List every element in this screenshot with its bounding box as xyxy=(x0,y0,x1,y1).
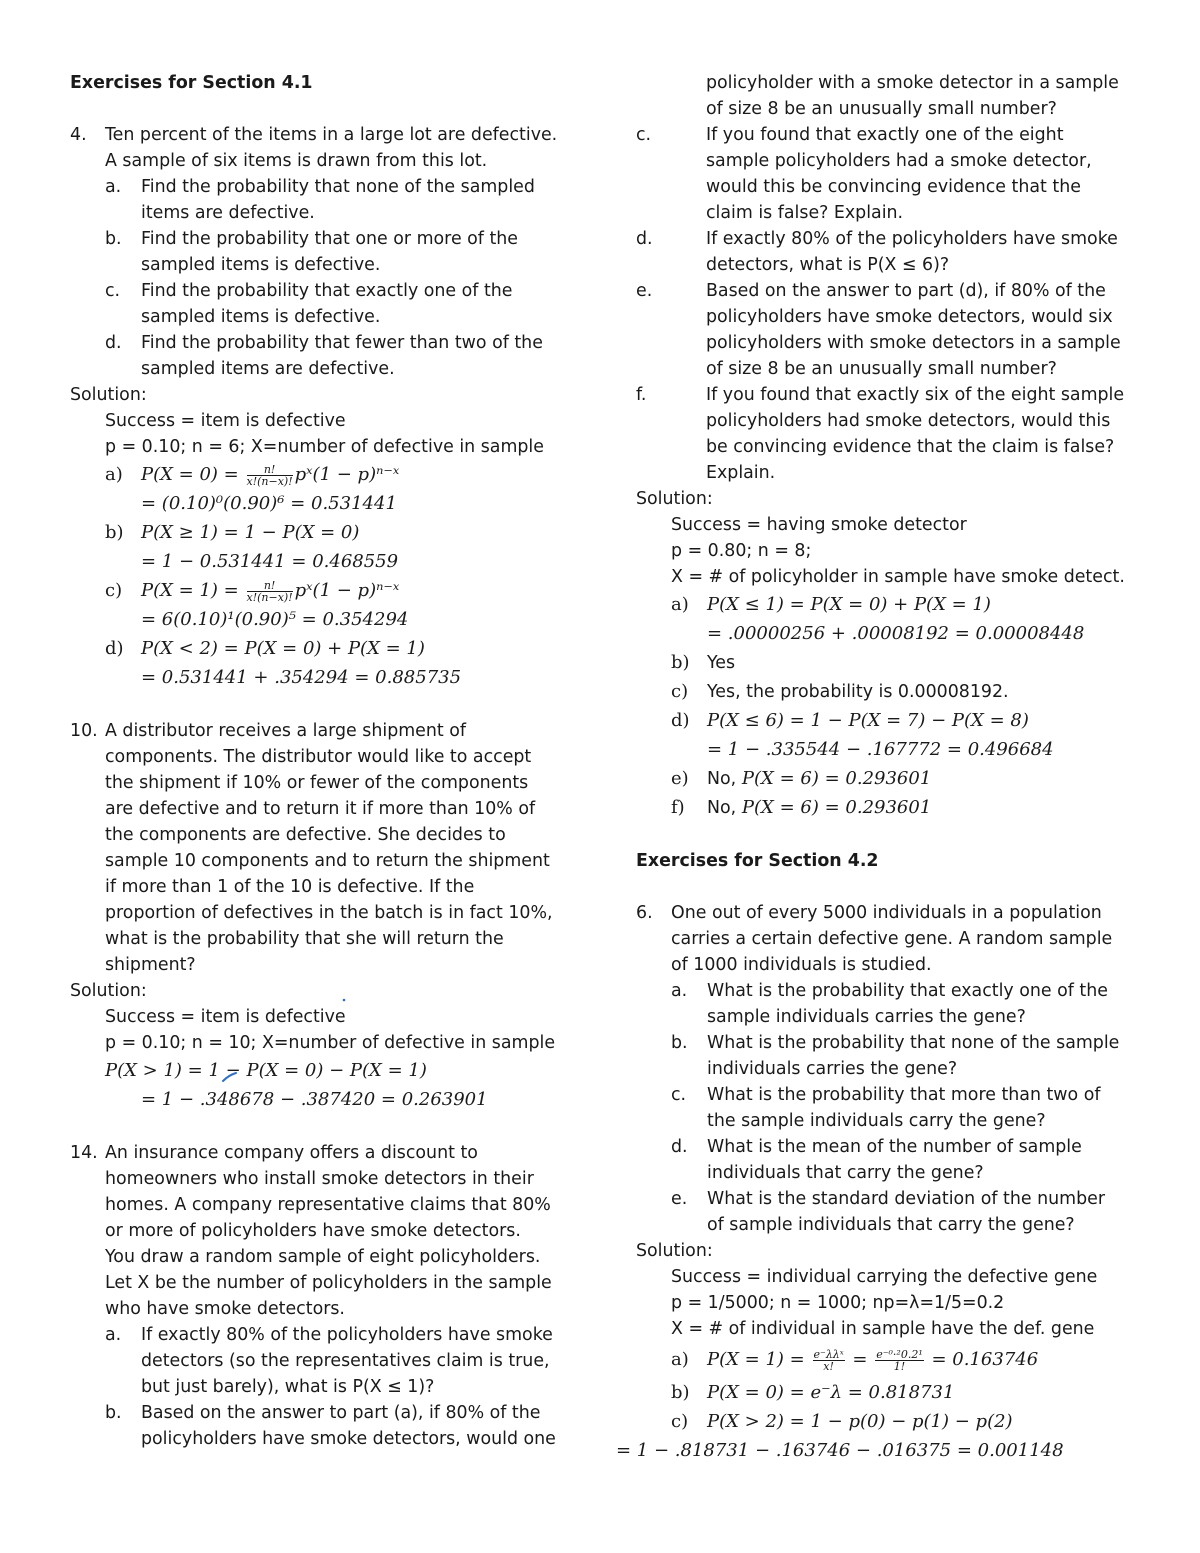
exercise-4 xyxy=(70,122,570,692)
equation: P(X = 1) = xyxy=(707,1349,805,1370)
part-label: a. xyxy=(105,177,122,197)
solution-text: Yes, the probability is 0.00008192. xyxy=(707,682,1009,702)
pen-dot xyxy=(340,996,348,1004)
part-text: Find the probability that none of the sampled xyxy=(141,177,535,197)
solution-label: c) xyxy=(671,681,689,702)
fraction-numerator: e⁻λλˣ xyxy=(813,1347,844,1361)
part-text: Based on the answer to part (a), if 80% of the xyxy=(141,1403,541,1423)
solution-label: Solution: xyxy=(70,385,147,405)
solution-label: b) xyxy=(671,1382,690,1403)
solution-text: p = 0.80; n = 8; xyxy=(671,541,812,561)
part-text: What is the standard deviation of the number xyxy=(707,1189,1105,1209)
part-text: of size 8 be an unusually small number? xyxy=(706,359,1057,379)
exercise-14 xyxy=(70,1140,570,1452)
part-label: b. xyxy=(105,1403,122,1423)
solution-text: p = 1/5000; n = 1000; np=λ=1/5=0.2 xyxy=(671,1293,1005,1313)
exercise-number: 4. xyxy=(70,125,87,145)
equation: P(X = 0) = xyxy=(141,464,239,485)
equation: P(X = 1) = xyxy=(141,580,239,601)
left-column xyxy=(70,70,570,1452)
solution-label: f) xyxy=(671,797,685,818)
exercise-text: homeowners who install smoke detectors in their xyxy=(105,1169,534,1189)
part-text: of size 8 be an unusually small number? xyxy=(706,99,1057,119)
equation: = .00000256 + .00008192 = 0.00008448 xyxy=(707,623,1085,644)
solution-text: Success = having smoke detector xyxy=(671,515,967,535)
part-text: policyholders had smoke detectors, would this xyxy=(706,411,1111,431)
part-text: would this be convincing evidence that the xyxy=(706,177,1081,197)
solution-label: b) xyxy=(105,522,124,543)
part-text: If exactly 80% of the policyholders have smoke xyxy=(706,229,1118,249)
part-label: b. xyxy=(105,229,122,249)
exercise-text: who have smoke detectors. xyxy=(105,1299,345,1319)
part-text: of sample individuals that carry the gene? xyxy=(707,1215,1075,1235)
part-text: sampled items is defective. xyxy=(141,307,381,327)
solution-label: Solution: xyxy=(636,1241,713,1261)
solution-text: No, xyxy=(707,798,737,818)
equation: = 0.531441 + .354294 = 0.885735 xyxy=(141,667,462,688)
equation: = 1 − .335544 − .167772 = 0.496684 xyxy=(707,739,1054,760)
pen-mark xyxy=(220,1066,240,1086)
fraction-numerator: n! xyxy=(247,464,293,476)
fraction xyxy=(247,464,293,487)
part-text: If exactly 80% of the policyholders have smoke xyxy=(141,1325,553,1345)
fraction xyxy=(247,580,293,603)
part-text: sampled items is defective. xyxy=(141,255,381,275)
solution-label: d) xyxy=(105,638,124,659)
part-text: individuals that carry the gene? xyxy=(707,1163,984,1183)
part-text: sampled items are defective. xyxy=(141,359,395,379)
part-text: policyholder with a smoke detector in a sample xyxy=(706,73,1119,93)
exercise-number: 14. xyxy=(70,1143,98,1163)
equation: pˣ(1 − p)ⁿ⁻ˣ xyxy=(294,464,400,485)
fraction xyxy=(875,1349,924,1372)
part-text: sample policyholders had a smoke detector, xyxy=(706,151,1092,171)
exercise-text: An insurance company offers a discount to xyxy=(105,1143,478,1163)
equation: P(X > 2) = 1 − p(0) − p(1) − p(2) xyxy=(707,1411,1013,1432)
solution-text: X = # of policyholder in sample have smoke detect. xyxy=(671,567,1125,587)
solution-label: a) xyxy=(671,1349,689,1370)
solution-text: Success = item is defective xyxy=(105,411,346,431)
equation: pˣ(1 − p)ⁿ⁻ˣ xyxy=(294,580,400,601)
part-label: e. xyxy=(636,281,653,301)
solution-text: Success = item is defective xyxy=(105,1007,346,1027)
part-text: Find the probability that exactly one of the xyxy=(141,281,513,301)
solution-label: Solution: xyxy=(70,981,147,1001)
fraction xyxy=(813,1349,845,1372)
part-text: Based on the answer to part (d), if 80% of the xyxy=(706,281,1106,301)
fraction-denominator: 1! xyxy=(893,1359,906,1373)
part-text: be convincing evidence that the claim is false? xyxy=(706,437,1115,457)
solution-label: Solution: xyxy=(636,489,713,509)
fraction-denominator: x!(n−x)! xyxy=(246,474,293,488)
part-text: Find the probability that fewer than two of the xyxy=(141,333,543,353)
exercise-text: what is the probability that she will return the xyxy=(105,929,504,949)
part-text: What is the probability that more than two of xyxy=(707,1085,1101,1105)
solution-text: X = # of individual in sample have the def. gene xyxy=(671,1319,1095,1339)
equation: = 0.163746 xyxy=(931,1349,1039,1370)
exercise-text: components. The distributor would like to accept xyxy=(105,747,532,767)
solution-text: p = 0.10; n = 6; X=number of defective in sample xyxy=(105,437,544,457)
part-text: Explain. xyxy=(706,463,776,483)
part-text: What is the mean of the number of sample xyxy=(707,1137,1082,1157)
part-text: policyholders have smoke detectors, would one xyxy=(141,1429,556,1449)
part-text: policyholders with smoke detectors in a sample xyxy=(706,333,1121,353)
exercise-text: homes. A company representative claims that 80% xyxy=(105,1195,551,1215)
equation: = 1 − .348678 − .387420 = 0.263901 xyxy=(141,1089,488,1110)
exercise-text: the shipment if 10% or fewer of the components xyxy=(105,773,529,793)
equation: P(X < 2) = P(X = 0) + P(X = 1) xyxy=(141,638,425,659)
exercise-text: are defective and to return it if more than 10% of xyxy=(105,799,536,819)
exercise-text: shipment? xyxy=(105,955,196,975)
equation: P(X > 1) = 1 − P(X = 0) − P(X = 1) xyxy=(105,1060,427,1081)
equation: P(X ≤ 6) = 1 − P(X = 7) − P(X = 8) xyxy=(707,710,1029,731)
part-text: If you found that exactly six of the eight sample xyxy=(706,385,1125,405)
fraction-numerator: e⁻⁰·²0.2¹ xyxy=(876,1347,923,1361)
part-label: d. xyxy=(636,229,653,249)
section-heading: Exercises for Section 4.1 xyxy=(70,73,313,93)
fraction-numerator: n! xyxy=(247,580,293,592)
solution-text: No, xyxy=(707,769,737,789)
part-text: but just barely), what is P(X ≤ 1)? xyxy=(141,1377,435,1397)
equation: P(X ≥ 1) = 1 − P(X = 0) xyxy=(141,522,360,543)
part-text: the sample individuals carry the gene? xyxy=(707,1111,1046,1131)
part-text: detectors (so the representatives claim is true, xyxy=(141,1351,550,1371)
exercise-text: or more of policyholders have smoke detectors. xyxy=(105,1221,521,1241)
exercise-text: sample 10 components and to return the shipment xyxy=(105,851,550,871)
part-label: b. xyxy=(671,1033,688,1053)
solution-label: e) xyxy=(671,768,689,789)
part-label: d. xyxy=(671,1137,688,1157)
exercise-text: A distributor receives a large shipment of xyxy=(105,721,466,741)
part-text: sample individuals carries the gene? xyxy=(707,1007,1026,1027)
fraction-denominator: x! xyxy=(823,1359,834,1373)
equation: P(X ≤ 1) = P(X = 0) + P(X = 1) xyxy=(707,594,991,615)
solution-label: a) xyxy=(671,594,689,615)
exercise-14-continued xyxy=(636,70,1136,822)
solution-text: Yes xyxy=(707,653,736,673)
exercise-text: proportion of defectives in the batch is in fact 10%, xyxy=(105,903,553,923)
part-text: items are defective. xyxy=(141,203,315,223)
section-heading: Exercises for Section 4.2 xyxy=(636,851,879,871)
equation: P(X = 0) = e⁻λ = 0.818731 xyxy=(707,1382,955,1403)
part-label: f. xyxy=(636,385,647,405)
solution-label: c) xyxy=(671,1411,689,1432)
part-text: policyholders have smoke detectors, would six xyxy=(706,307,1113,327)
solution-text: p = 0.10; n = 10; X=number of defective in sample xyxy=(105,1033,556,1053)
exercise-number: 10. xyxy=(70,721,98,741)
exercise-text: of 1000 individuals is studied. xyxy=(671,955,932,975)
part-text: detectors, what is P(X ≤ 6)? xyxy=(706,255,950,275)
right-column xyxy=(616,70,1136,1465)
equation: P(X = 6) = 0.293601 xyxy=(741,797,932,818)
exercise-text: if more than 1 of the 10 is defective. If the xyxy=(105,877,475,897)
part-label: c. xyxy=(105,281,121,301)
exercise-text: carries a certain defective gene. A random sample xyxy=(671,929,1113,949)
part-label: c. xyxy=(671,1085,687,1105)
part-text: What is the probability that none of the sample xyxy=(707,1033,1120,1053)
part-label: a. xyxy=(105,1325,122,1345)
part-text: If you found that exactly one of the eight xyxy=(706,125,1064,145)
exercise-text: You draw a random sample of eight policyholders. xyxy=(105,1247,541,1267)
exercise-6: 6. One out of every 5000 individuals in a population carries a certain defective gene. A random sample of 1000 individuals is studied. a. What is the probability that exactly one of the sample individuals carries the gene? b. What is the probability that none of the sample individuals carries the gene? c. What is the probability that more than two of the sample individuals carry the gene? d. What is the mean of the number of sample individuals that carry the gene? e. What is the standard deviation of the number of sample individuals that carry the gene? Solution: Success = individual carrying the defective gene p = 1/5000; n = 1000; np=λ=1/5=0.2 X = # of individual in sample have the def. gene a) P(X = 1) = $\frac{\text{e⁻λλˣ}}{x!}$ = $\frac{\text{e⁻⁰·²0.2¹}}{1!}$ = 0.163746 b) P(X = 0) = e⁻λ = 0.818731 c) P(X > 2) = 1 − p(0) − p(1) − p(2) = 1 − .818731 − .163746 − .016375 = 0.001148 xyxy=(636,900,1136,1465)
part-label: a. xyxy=(671,981,688,1001)
exercise-text: the components are defective. She decides to xyxy=(105,825,506,845)
exercise-text: Ten percent of the items in a large lot are defective. xyxy=(105,125,558,145)
equation: = (0.10)⁰(0.90)⁶ = 0.531441 xyxy=(141,493,397,514)
exercise-number: 6. xyxy=(636,903,653,923)
solution-text: Success = individual carrying the defective gene xyxy=(671,1267,1098,1287)
exercise-text: One out of every 5000 individuals in a population xyxy=(671,903,1102,923)
part-label: e. xyxy=(671,1189,688,1209)
part-text: individuals carries the gene? xyxy=(707,1059,958,1079)
solution-label: b) xyxy=(671,652,690,673)
equation: = 6(0.10)¹(0.90)⁵ = 0.354294 xyxy=(141,609,409,630)
solution-label: c) xyxy=(105,580,123,601)
solution-label: d) xyxy=(671,710,690,731)
equation: = 1 − .818731 − .163746 − .016375 = 0.001148 xyxy=(616,1440,1064,1461)
part-text: What is the probability that exactly one of the xyxy=(707,981,1108,1001)
exercise-10 xyxy=(70,718,570,1114)
solution-label: a) xyxy=(105,464,123,485)
part-label: d. xyxy=(105,333,122,353)
part-text: Find the probability that one or more of the xyxy=(141,229,518,249)
equation: P(X = 6) = 0.293601 xyxy=(741,768,932,789)
part-label: c. xyxy=(636,125,652,145)
exercise-text: A sample of six items is drawn from this lot. xyxy=(105,151,488,171)
equation: = 1 − 0.531441 = 0.468559 xyxy=(141,551,399,572)
fraction-denominator: x!(n−x)! xyxy=(246,590,293,604)
part-text: claim is false? Explain. xyxy=(706,203,904,223)
exercise-text: Let X be the number of policyholders in the sample xyxy=(105,1273,552,1293)
